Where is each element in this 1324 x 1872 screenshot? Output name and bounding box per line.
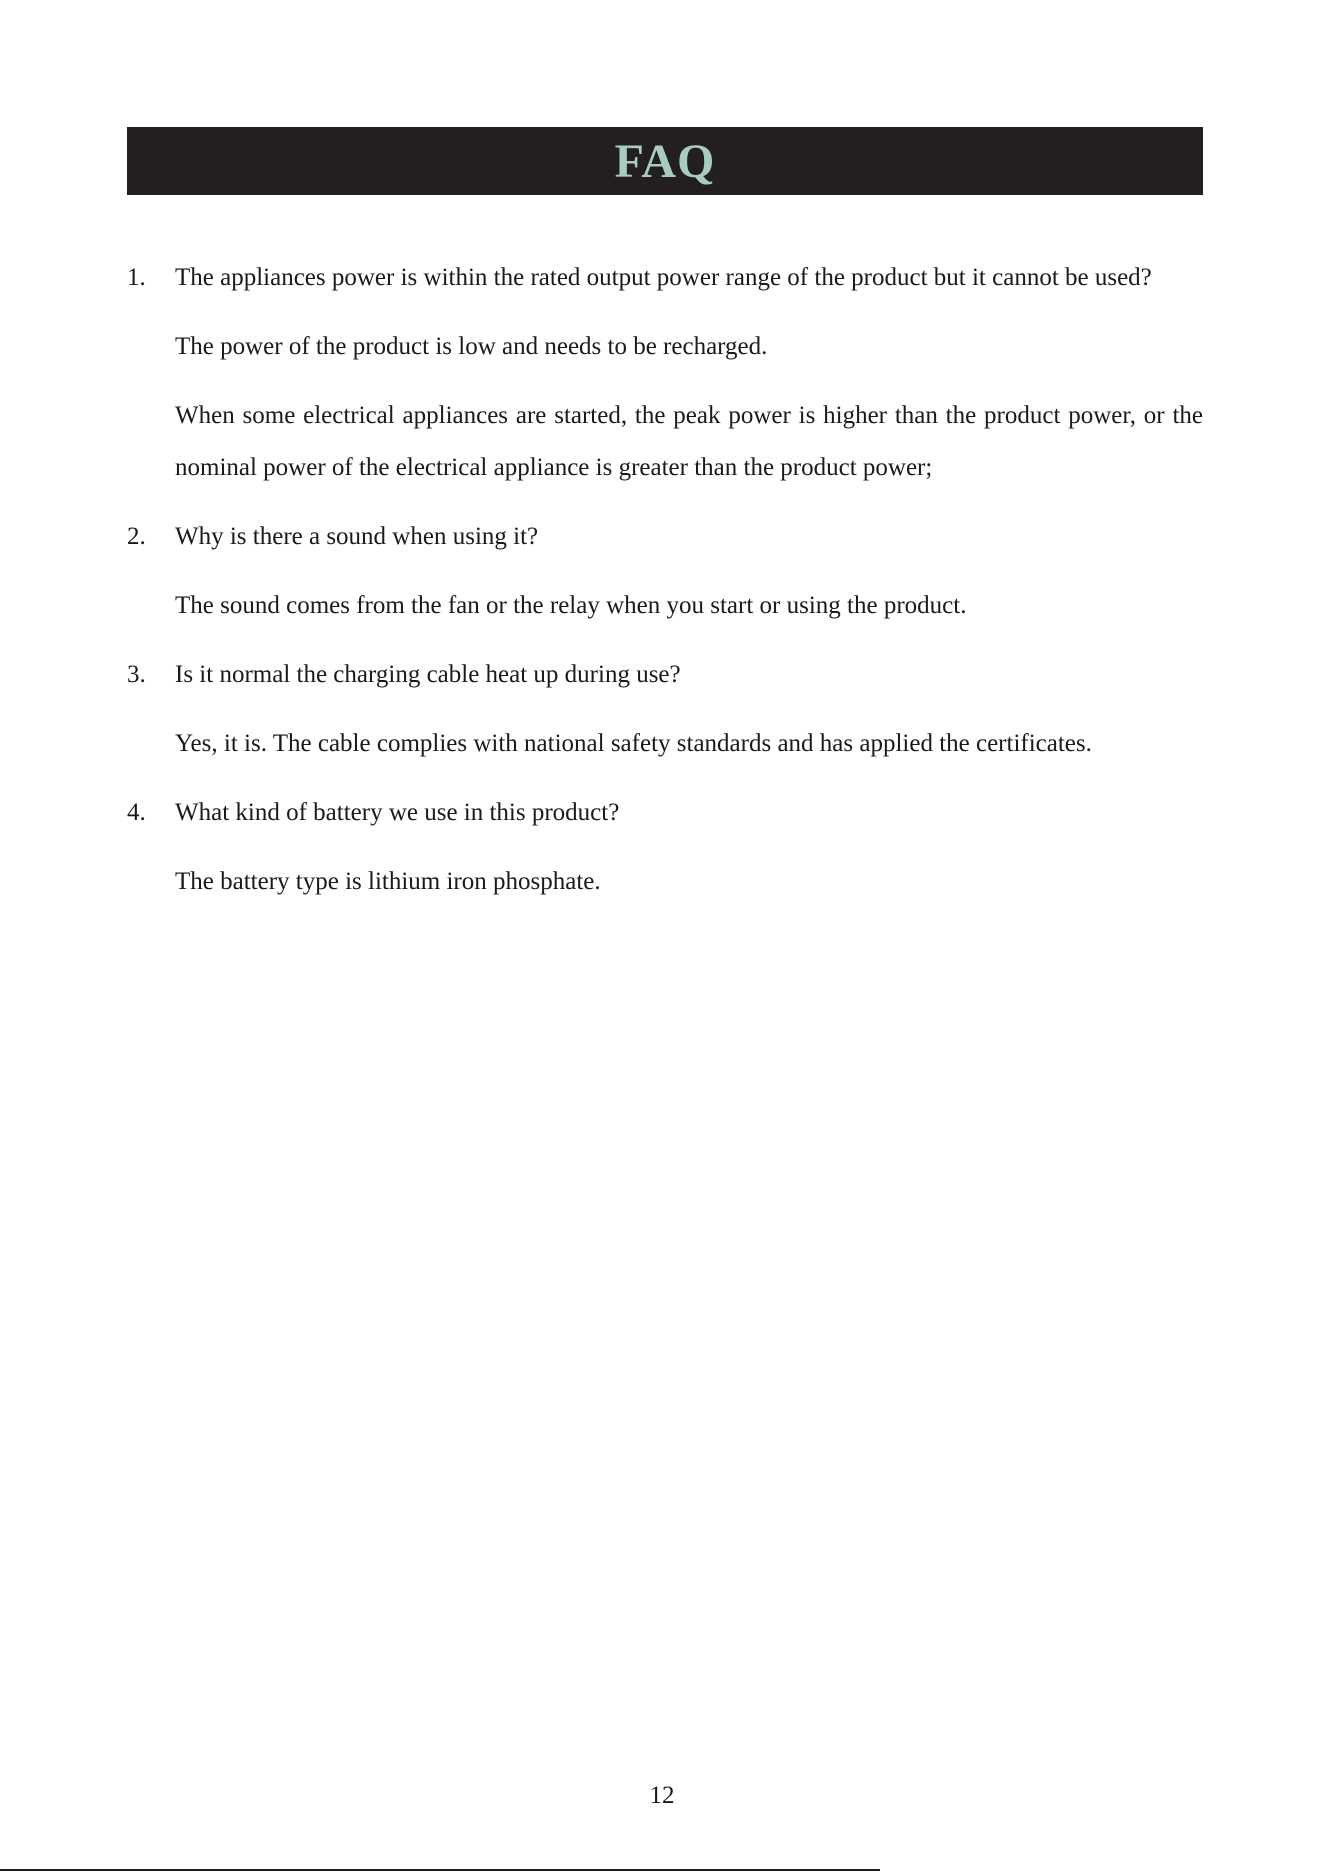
faq-list: [127, 252, 1203, 925]
faq-question: What kind of battery we use in this product?: [175, 799, 620, 826]
faq-answer: The power of the product is low and needs to be recharged.: [175, 333, 768, 360]
faq-answer: The sound comes from the fan or the relay when you start or using the product.: [175, 592, 967, 619]
faq-number: 2.: [127, 523, 146, 550]
faq-question: The appliances power is within the rated output power range of the product but it cannot be used?: [175, 264, 1152, 291]
faq-number: 1.: [127, 264, 146, 291]
faq-item-4: [127, 787, 1203, 908]
faq-answer: When some electrical appliances are started, the peak power is higher than the product power, or the nominal power of the electrical appliance is greater than the product power;: [175, 402, 1203, 481]
page-number: 12: [649, 1782, 675, 1809]
faq-item-2: [127, 511, 1203, 632]
bottom-divider: [0, 1869, 880, 1871]
page-title: FAQ: [614, 135, 716, 188]
faq-answer: Yes, it is. The cable complies with national safety standards and has applied the certificates.: [175, 730, 1092, 757]
faq-question: Why is there a sound when using it?: [175, 523, 539, 550]
faq-question: Is it normal the charging cable heat up during use?: [175, 661, 681, 688]
faq-number: 3.: [127, 661, 146, 688]
faq-item-3: [127, 649, 1203, 770]
title-banner: [127, 127, 1203, 195]
faq-item-1: [127, 252, 1203, 494]
faq-answer: The battery type is lithium iron phosphate.: [175, 868, 601, 895]
faq-number: 4.: [127, 799, 146, 826]
